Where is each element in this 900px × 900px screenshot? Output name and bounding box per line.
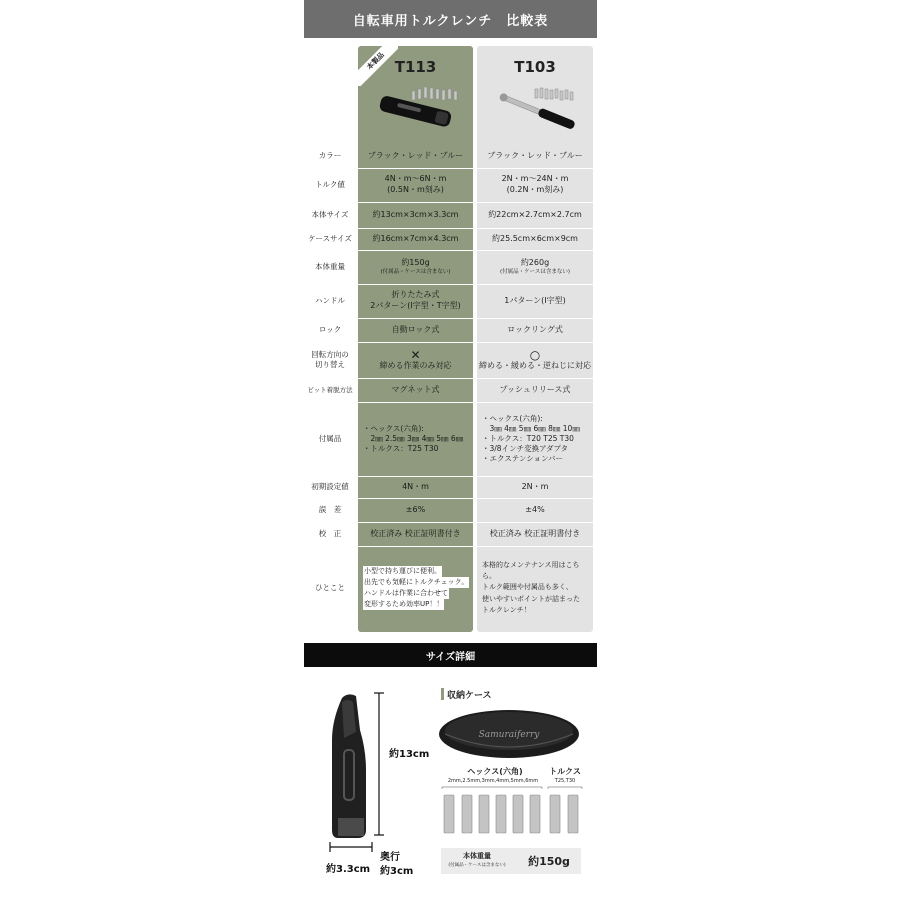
t103-product-image: [495, 86, 579, 140]
size-section-title: サイズ詳細: [304, 643, 597, 667]
t103-torque: 2N・m〜24N・m (0.2N・m刻み): [501, 174, 569, 194]
t113-color: ブラック・レッド・ブルー: [367, 150, 464, 160]
t113-torque: 4N・m〜6N・m (0.5N・m刻み): [384, 174, 447, 194]
t113-accessories: ・ヘックス(六角): 2㎜ 2.5㎜ 3㎜ 4㎜ 5㎜ 6㎜ ・トルクス：T25 T30: [363, 423, 464, 454]
torx-title: トルクス: [549, 767, 581, 776]
t103-color: ブラック・レッド・ブルー: [487, 150, 583, 160]
t113-weight: 約150g (付属品・ケースは含まない): [380, 257, 451, 275]
row-label-comment: ひとこと: [315, 583, 345, 593]
t103-error: ±4%: [525, 504, 545, 514]
t103-direction: ○ 締める・緩める・逆ねじに対応: [479, 347, 591, 370]
t113-lock: 自動ロック式: [391, 324, 440, 334]
width-dimension-line: [328, 840, 374, 854]
t113-direction: ✕ 締める作業のみ対応: [379, 347, 452, 370]
t103-comment: 本格的なメンテナンス用はこちら。 トルク範囲や付属品も多く、 使いやすいポイントが詰まった トルクレンチ！: [482, 561, 580, 614]
t103-calibration: 校正済み 校正証明書付き: [489, 528, 581, 538]
row-label-handle: ハンドル: [315, 296, 345, 306]
t113-initial: 4N・m: [402, 481, 429, 491]
t103-lock: ロックリング式: [507, 324, 563, 334]
hex-sizes: 2mm,2.5mm,3mm,4mm,5mm,6mm: [447, 778, 539, 784]
t103-name: T103: [514, 58, 556, 76]
t113-bits: [412, 87, 457, 100]
row-label-body-size: 本体サイズ: [311, 210, 349, 220]
row-label-calibration: 校 正: [318, 529, 342, 539]
t113-bit: マグネット式: [391, 384, 440, 394]
t103-initial: 2N・m: [521, 481, 549, 491]
height-dimension-line: [372, 692, 386, 836]
height-label: 約13cm: [389, 749, 430, 760]
t113-product-image: [374, 83, 464, 138]
row-label-accessories: 付属品: [318, 434, 342, 444]
case-title-marker: [441, 688, 444, 700]
row-label-lock: ロック: [318, 325, 342, 335]
row-label-weight: 本体重量: [315, 262, 345, 272]
t113-tool: [379, 95, 453, 128]
t103-case-size: 約25.5cm×6cm×9cm: [492, 233, 578, 243]
case-logo: Samuraiferry: [478, 730, 540, 740]
t113-name: T113: [394, 58, 437, 76]
t113-calibration: 校正済み 校正証明書付き: [370, 528, 461, 538]
t103-bit: プッシュリリース式: [499, 384, 571, 394]
row-label-color: カラー: [318, 151, 342, 161]
depth-title: 奥行: [380, 852, 400, 863]
case-title: 収納ケース: [447, 691, 492, 701]
this-product-badge: [358, 46, 398, 86]
badge-label: 本製品: [358, 46, 398, 86]
row-label-case-size: ケースサイズ: [308, 234, 352, 244]
t103-handle: 1パターン(I字型): [504, 295, 566, 305]
row-label-direction: 回転方向の 切り替え: [311, 350, 349, 369]
cross-icon: ✕: [410, 347, 421, 362]
row-label-torque: トルク値: [315, 180, 345, 190]
circle-icon: ○: [529, 347, 541, 362]
weight-box-note: (付属品・ケースは含まない): [448, 863, 506, 868]
hex-title: ヘックス(六角): [467, 767, 523, 776]
page-title: 自転車用トルクレンチ 比較表: [304, 0, 597, 38]
t103-accessories: ・ヘックス(六角): 3㎜ 4㎜ 5㎜ 6㎜ 8㎜ 10㎜ ・トルクス：T20 T25 T30 ・3/8インチ変換アダプタ ・エクステンションバー: [482, 413, 580, 464]
weight-box: [441, 848, 581, 874]
t103-bits: [535, 88, 573, 100]
weight-box-value: 約150g: [528, 855, 570, 868]
case-image: [437, 704, 582, 760]
depth-label: 約3cm: [380, 866, 414, 877]
row-label-initial: 初期設定値: [311, 482, 349, 492]
t113-comment: 小型で持ち運びに便利。 出先でも気軽にトルクチェック。 ハンドルは作業に合わせて 変形するため効率UP！！: [358, 547, 473, 629]
t103-body-size: 約22cm×2.7cm×2.7cm: [488, 209, 582, 219]
row-label-error: 誤 差: [318, 505, 342, 515]
row-label-bit: ビット着脱方法: [307, 385, 353, 394]
t113-case-size: 約16cm×7cm×4.3cm: [372, 233, 459, 243]
t113-handle: 折りたたみ式 2パターン(I字型・T字型): [370, 290, 461, 310]
width-label: 約3.3cm: [326, 864, 371, 875]
bits-image: [438, 783, 586, 839]
t103-weight: 約260g (付属品・ケースは含まない): [499, 257, 571, 275]
torx-sizes: T25,T30: [554, 778, 576, 784]
t113-body-size: 約13cm×3cm×3.3cm: [372, 209, 459, 219]
weight-box-title: 本体重量: [463, 852, 491, 860]
t113-error: ±6%: [405, 504, 426, 514]
